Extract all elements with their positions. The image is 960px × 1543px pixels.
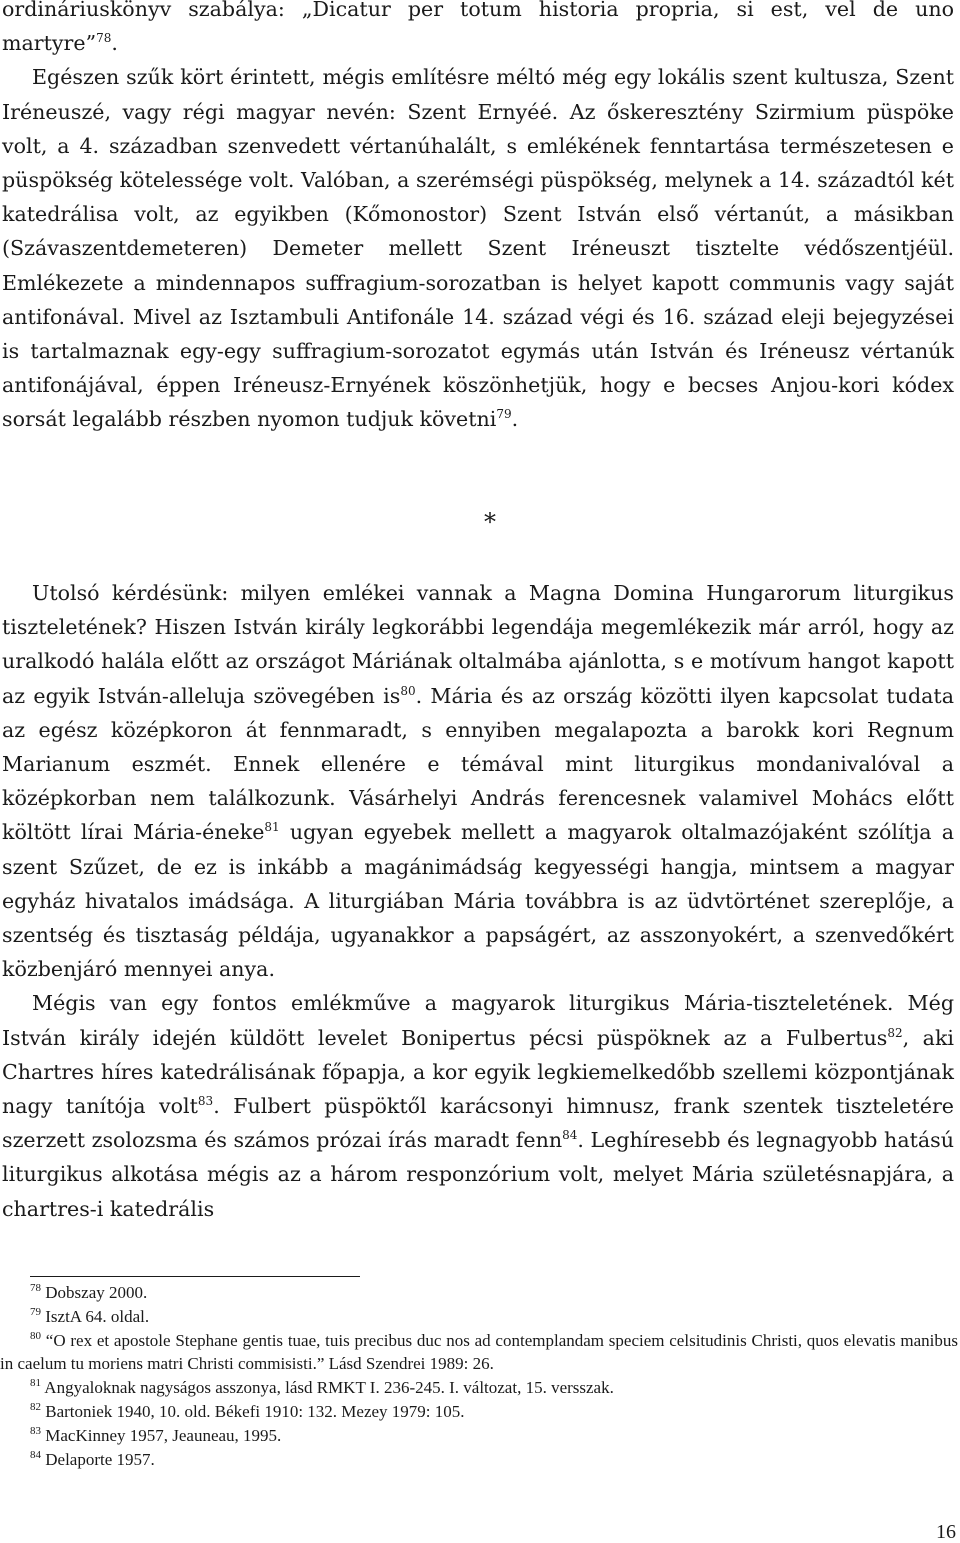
footnote-separator-rule bbox=[30, 1276, 360, 1277]
footnotes-block bbox=[0, 1276, 958, 1471]
footnote-text: Delaporte 1957. bbox=[41, 1449, 155, 1469]
footnote-ref-84[interactable]: 84 bbox=[562, 1128, 578, 1143]
footnote-text: “O rex et apostole Stephane gentis tuae, tuis precibus duc nos ad contemplandam speciem celsitudinis Christi, quos elevatis manibus in caelum tu moriens matri Christi commisisti.” Lásd Szendrei 1989: 26. bbox=[0, 1330, 958, 1374]
paragraph-text: ordináriuskönyv szabálya: „Dicatur per totum historia propria, si est, vel de uno martyre” bbox=[2, 0, 954, 56]
footnote-83 bbox=[0, 1424, 958, 1448]
footnote-number: 79 bbox=[30, 1305, 41, 1318]
paragraph-text: . bbox=[511, 407, 519, 432]
footnote-ref-78[interactable]: 78 bbox=[96, 31, 112, 46]
footnote-ref-83[interactable]: 83 bbox=[197, 1094, 214, 1109]
paragraph-text: Utolsó kérdésünk: milyen emlékei vannak a Magna Domina Hungarorum liturgikus tiszteletének? Hiszen István király legkorábbi legendája megemlékezik már arról, hogy az uralkodó halála előtt az országot Máriának oltalmába ajánlotta, s e motívum hangot kapott az egyik István-alleluja szövegében is bbox=[2, 581, 954, 708]
footnote-ref-80[interactable]: 80 bbox=[400, 683, 416, 698]
paragraph-text: . Fulbert püspöktől karácsonyi himnusz, frank szentek tiszteletére szerzett zsolozsma és számos prózai írás maradt fenn bbox=[2, 1094, 954, 1153]
paragraph-text: . Mária és az ország közötti ilyen kapcsolat tudata az egész középkoron át fennmaradt, s ennyiben megalapozta a barokk kori Regnum Marianum eszmét. Ennek ellenére e témával mint liturgikus mondanivalóval a középkorban nem találkozunk. Vásárhelyi András ferencesnek valamivel Mohács előtt költött lírai Mária-éneke bbox=[2, 683, 954, 845]
paragraph-fulbertus bbox=[2, 986, 954, 1225]
footnote-79 bbox=[0, 1305, 958, 1329]
footnote-ref-82[interactable]: 82 bbox=[887, 1025, 903, 1040]
paragraph-text: Egészen szűk kört érintett, mégis említésre méltó még egy lokális szent kultusza, Szent Iréneuszé, vagy régi magyar nevén: Szent Ernyéé. Az őskeresztény Szirmium püspöke volt, a 4. században szenvedett vértanúhalált, s emlékének fenntartása természetesen e püspökség kötelessége volt. Valóban, a szerémségi püspökség, melynek a 14. századtól két katedrálisa volt, az egyikben (Kőmonostor) Szent István első vértanút, a másikban (Szávaszentdemeteren) Demeter mellett Szent Iréneuszt tisztelte védőszentjéül. Emlékezete a mindennapos suffragium-sorozatban is helyet kapott communis vagy saját antifonával. Mivel az Isztambuli Antifonále 14. század végi és 16. század eleji bejegyzései is tartalmaznak egy-egy suffragium-sorozatot egymás után István és Iréneusz vértanúk antifonájával, éppen Iréneusz-Ernyének köszönhetjük, hogy e becses Anjou-kori kódex sorsát legalább részben nyomon tudjuk követni bbox=[2, 65, 954, 432]
footnote-84 bbox=[0, 1448, 958, 1472]
paragraph-magna-domina bbox=[2, 576, 954, 986]
footnote-text: Dobszay 2000. bbox=[41, 1283, 148, 1302]
footnote-ref-81[interactable]: 81 bbox=[264, 820, 280, 835]
footnote-text: IsztA 64. oldal. bbox=[41, 1306, 150, 1326]
paragraph-ordinarius-continuation bbox=[2, 0, 954, 60]
footnote-80 bbox=[0, 1329, 958, 1377]
footnote-text: Bartoniek 1940, 10. old. Békefi 1910: 132. Mezey 1979: 105. bbox=[41, 1401, 465, 1421]
footnote-number: 83 bbox=[30, 1424, 41, 1437]
footnote-ref-79[interactable]: 79 bbox=[496, 407, 512, 422]
footnote-text: Angyaloknak nagyságos asszonya, lásd RMKT I. 236-245. I. változat, 15. versszak. bbox=[41, 1378, 614, 1398]
footnote-text: MacKinney 1957, Jeauneau, 1995. bbox=[41, 1425, 282, 1445]
page-number: 16 bbox=[936, 1521, 956, 1543]
footnote-number: 80 bbox=[30, 1329, 41, 1342]
section-2 bbox=[2, 576, 954, 1226]
section-separator-asterisk: * bbox=[484, 508, 496, 536]
footnote-81 bbox=[0, 1376, 958, 1400]
paragraph-text: ugyan egyebek mellett a magyarok oltalmazójaként szólítja a szent Szűzet, de ez is inkább a magánimádság kegyességi hangja, mintsem a magyar egyház hivatalos imádsága. A liturgiában Mária továbbra is az üdvtörténet szereplője, a szentség és tisztaság példája, ugyanakkor a papságért, az asszonyokért, a szenvedőkért közbenjáró mennyei anya. bbox=[2, 820, 955, 982]
section-1 bbox=[2, 0, 954, 437]
paragraph-text: , aki Chartres híres katedrálisának főpapja, a kor egyik legkiemelkedőbb szellemi központjának nagy tanítója volt bbox=[2, 1025, 955, 1119]
footnote-number: 78 bbox=[30, 1282, 41, 1294]
footnote-78 bbox=[0, 1281, 958, 1305]
paragraph-text: . Leghíresebb és legnagyobb hatású liturgikus alkotása mégis az a három responzórium volt, melyet Mária születésnapjára, a chartres-i katedrális bbox=[2, 1128, 954, 1221]
footnote-number: 84 bbox=[30, 1448, 41, 1461]
paragraph-text: . bbox=[111, 31, 118, 56]
footnote-82 bbox=[0, 1400, 958, 1424]
footnote-number: 82 bbox=[30, 1400, 41, 1413]
paragraph-text: Mégis van egy fontos emlékműve a magyarok liturgikus Mária-tiszteletének. Még István király idején küldött levelet Bonipertus pécsi püspöknek az a Fulbertus bbox=[2, 991, 954, 1050]
paragraph-ireneusz bbox=[2, 60, 954, 436]
footnote-number: 81 bbox=[30, 1377, 41, 1390]
